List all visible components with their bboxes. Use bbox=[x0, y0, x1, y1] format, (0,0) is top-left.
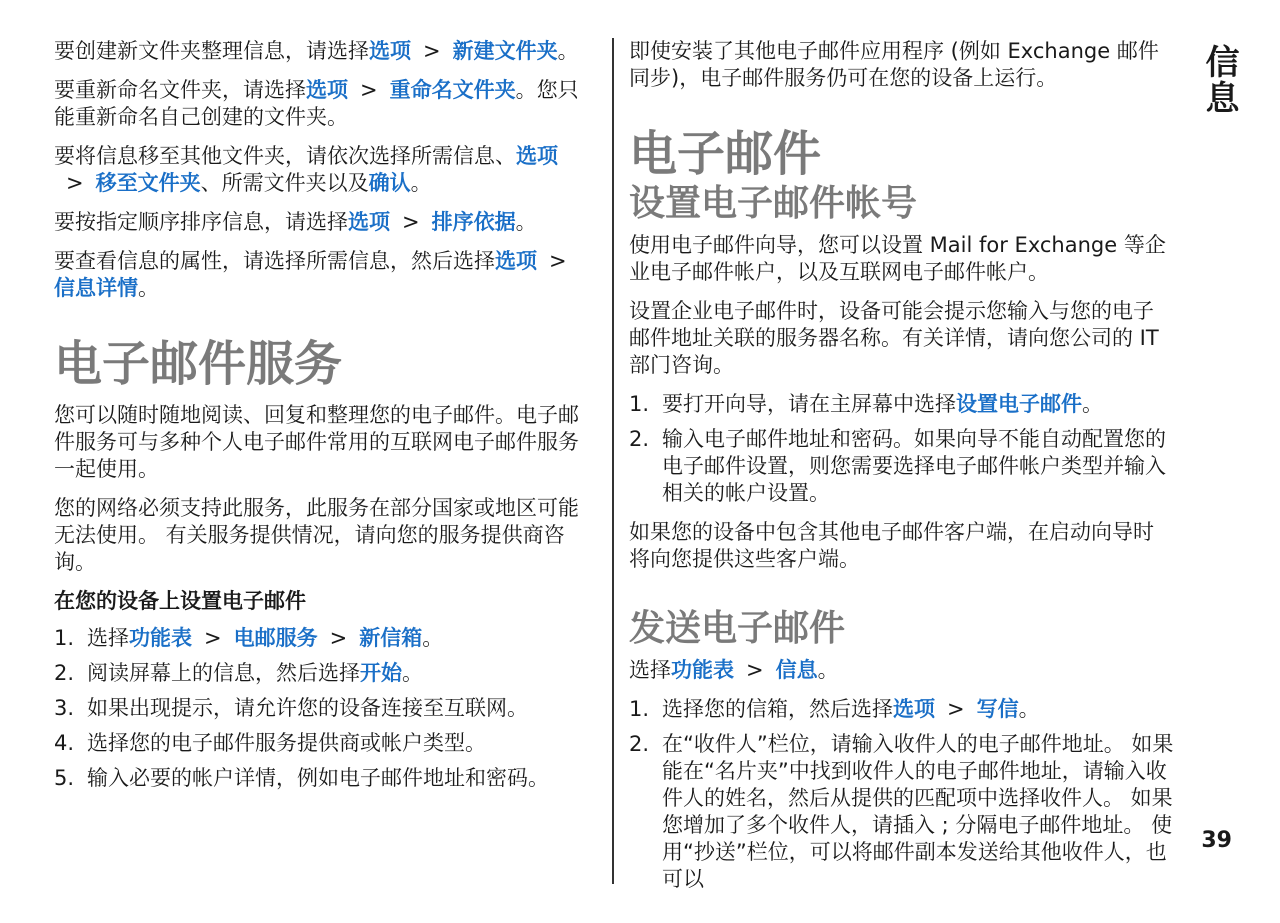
text: 要将信息移至其他文件夹，请依次选择所需信息、 bbox=[54, 144, 516, 168]
link-options[interactable]: 选项 bbox=[369, 39, 411, 63]
link-setup-email[interactable]: 设置电子邮件 bbox=[956, 392, 1082, 416]
link-options[interactable]: 选项 bbox=[893, 697, 935, 721]
link-options[interactable]: 选项 bbox=[348, 210, 390, 234]
list-item bbox=[54, 625, 599, 652]
paragraph: 如果您的设备中包含其他电子邮件客户端，在启动向导时将向您提供这些客户端。 bbox=[629, 520, 1154, 571]
step-number: 1. bbox=[629, 392, 650, 416]
list-item bbox=[629, 426, 1174, 507]
text: 。您只能重新命名自己创建的文件夹。 bbox=[54, 78, 579, 129]
step-number: 2. bbox=[629, 427, 650, 451]
link-confirm[interactable]: 确认 bbox=[368, 171, 411, 195]
step-number: 1. bbox=[54, 626, 75, 650]
separator: > bbox=[947, 697, 965, 721]
link-email-service[interactable]: 电邮服务 bbox=[233, 626, 318, 650]
text: 要创建新文件夹整理信息，请选择 bbox=[54, 39, 369, 63]
text: 要按指定顺序排序信息，请选择 bbox=[54, 210, 348, 234]
paragraph: 您的网络必须支持此服务，此服务在部分国家或地区可能无法使用。 有关服务提供情况，请向您的服务提供商咨询。 bbox=[54, 496, 579, 574]
step-number: 3. bbox=[54, 696, 75, 720]
setup-steps-list bbox=[54, 625, 599, 792]
text: 。 bbox=[1082, 392, 1103, 416]
paragraph bbox=[54, 248, 599, 302]
text: 要重新命名文件夹，请选择 bbox=[54, 78, 306, 102]
separator: > bbox=[204, 626, 222, 650]
paragraph: 使用电子邮件向导，您可以设置 Mail for Exchange 等企业电子邮件帐户，以及互联网电子邮件帐户。 bbox=[629, 233, 1166, 284]
text: 选择您的信箱，然后选择 bbox=[662, 697, 893, 721]
section-heading: 电子邮件服务 bbox=[54, 336, 343, 392]
text: 输入电子邮件地址和密码。如果向导不能自动配置您的电子邮件设置，则您需要选择电子邮件帐户类型并输入相关的帐户设置。 bbox=[662, 427, 1166, 505]
separator: > bbox=[423, 39, 441, 63]
section-heading: 电子邮件 bbox=[629, 126, 822, 182]
text: 。 bbox=[422, 626, 444, 650]
link-sort-by[interactable]: 排序依据 bbox=[431, 210, 516, 234]
link-messaging[interactable]: 信息 bbox=[775, 658, 818, 682]
chapter-side-title: 信息 bbox=[1199, 44, 1239, 116]
column-divider bbox=[612, 38, 614, 884]
paragraph bbox=[54, 77, 599, 131]
text: 选择您的电子邮件服务提供商或帐户类型。 bbox=[87, 731, 486, 755]
link-menu[interactable]: 功能表 bbox=[671, 658, 734, 682]
send-steps-list bbox=[629, 696, 1174, 893]
text: 如果出现提示，请允许您的设备连接至互联网。 bbox=[87, 696, 528, 720]
wizard-steps-list bbox=[629, 391, 1174, 507]
link-move-to-folder[interactable]: 移至文件夹 bbox=[95, 171, 201, 195]
list-item bbox=[54, 660, 599, 687]
list-item bbox=[54, 730, 599, 757]
link-compose[interactable]: 写信 bbox=[976, 697, 1019, 721]
paragraph: 设置企业电子邮件时，设备可能会提示您输入与您的电子邮件地址关联的服务器名称。有关详情，请向您公司的 IT 部门咨询。 bbox=[629, 299, 1159, 377]
text: 。 bbox=[817, 658, 839, 682]
separator: > bbox=[66, 171, 84, 195]
step-number: 1. bbox=[629, 697, 650, 721]
separator: > bbox=[329, 626, 348, 650]
text: 输入必要的帐户详情，例如电子邮件地址和密码。 bbox=[87, 766, 549, 790]
link-new-mailbox[interactable]: 新信箱 bbox=[359, 626, 423, 650]
text: 。 bbox=[515, 210, 537, 234]
list-item bbox=[629, 696, 1174, 723]
subheading: 在您的设备上设置电子邮件 bbox=[54, 589, 306, 613]
link-rename-folder[interactable]: 重命名文件夹 bbox=[389, 78, 516, 102]
text: 要打开向导，请在主屏幕中选择 bbox=[662, 392, 956, 416]
text: 。 bbox=[1018, 697, 1040, 721]
list-item bbox=[54, 765, 599, 792]
link-options[interactable]: 选项 bbox=[495, 249, 537, 273]
text: 。 bbox=[410, 171, 432, 195]
link-menu[interactable]: 功能表 bbox=[129, 626, 192, 650]
paragraph bbox=[54, 209, 599, 236]
text: 阅读屏幕上的信息，然后选择 bbox=[87, 661, 360, 685]
subsection-heading: 设置电子邮件帐号 bbox=[629, 183, 918, 224]
text: 。 bbox=[138, 276, 159, 300]
page-number: 39 bbox=[1201, 828, 1232, 853]
list-item bbox=[629, 391, 1174, 418]
paragraph bbox=[54, 38, 599, 65]
separator: > bbox=[360, 78, 378, 102]
paragraph bbox=[54, 143, 599, 197]
text: 在“收件人”栏位，请输入收件人的电子邮件地址。 如果能在“名片夹”中找到收件人的电子邮件地址，请输入收件人的姓名，然后从提供的匹配项中选择收件人。 如果您增加了多个收件人，请插入 ; 分隔电子邮件地址。 使用“抄送”栏位，可以将邮件副本发送给其他收件人，也可以 bbox=[662, 732, 1174, 891]
text: 。 bbox=[557, 39, 579, 63]
step-number: 2. bbox=[54, 661, 75, 685]
list-item bbox=[629, 731, 1174, 893]
text: 。 bbox=[402, 661, 423, 685]
subsection-heading: 发送电子邮件 bbox=[629, 608, 846, 649]
step-number: 2. bbox=[629, 732, 650, 756]
text: 选择 bbox=[87, 626, 129, 650]
left-column bbox=[54, 38, 599, 804]
paragraph bbox=[629, 657, 1174, 684]
text: 、所需文件夹以及 bbox=[200, 171, 369, 195]
paragraph: 即使安装了其他电子邮件应用程序 (例如 Exchange 邮件同步)，电子邮件服务仍可在您的设备上运行。 bbox=[629, 39, 1159, 90]
separator: > bbox=[746, 658, 764, 682]
separator: > bbox=[549, 249, 567, 273]
paragraph: 您可以随时随地阅读、回复和整理您的电子邮件。电子邮件服务可与多种个人电子邮件常用的互联网电子邮件服务一起使用。 bbox=[54, 403, 579, 481]
right-column bbox=[629, 38, 1174, 905]
link-start[interactable]: 开始 bbox=[360, 661, 402, 685]
text: 要查看信息的属性，请选择所需信息，然后选择 bbox=[54, 249, 495, 273]
step-number: 5. bbox=[54, 766, 75, 790]
separator: > bbox=[402, 210, 420, 234]
link-message-details[interactable]: 信息详情 bbox=[54, 276, 138, 300]
link-new-folder[interactable]: 新建文件夹 bbox=[452, 39, 558, 63]
link-options[interactable]: 选项 bbox=[516, 144, 558, 168]
link-options[interactable]: 选项 bbox=[306, 78, 348, 102]
step-number: 4. bbox=[54, 731, 75, 755]
list-item bbox=[54, 695, 599, 722]
text: 选择 bbox=[629, 658, 671, 682]
